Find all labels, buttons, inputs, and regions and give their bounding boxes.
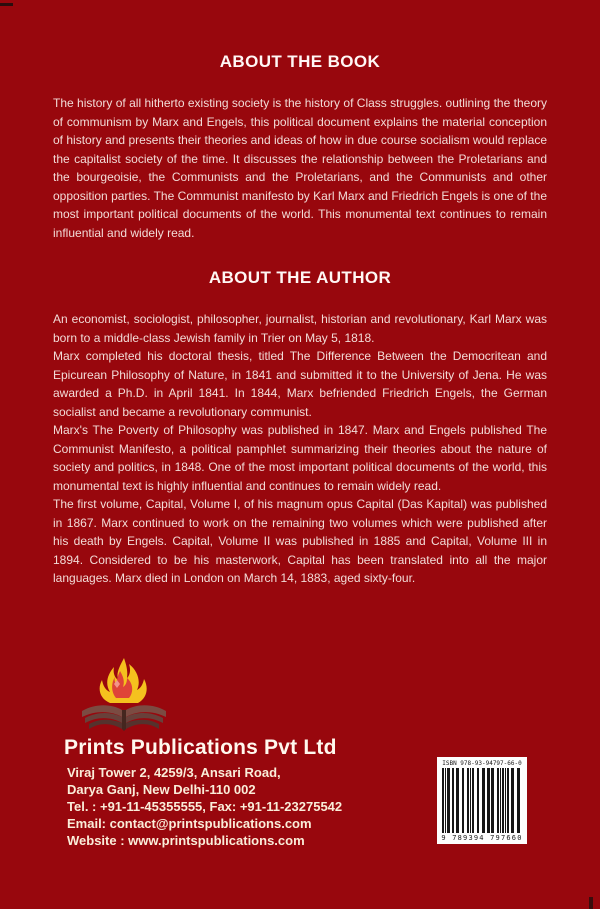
barcode-isbn-text: ISBN 978-93-94797-66-0: [442, 760, 522, 767]
print-mark-bottom-right: [589, 897, 593, 909]
paragraph: The history of all hitherto existing society is the history of Class struggles. outlining the theory of communism by Marx and Engels, this political document explains the material conception of history and presents their theories and ideas of how in due course socialism would replace the capitalist society of the time. It discusses the relationship between the Proletarians and the bourgeoisie, the Communists and the Proletarians, and the Communists and other opposition parties. The Communist manifesto by Karl Marx and Friedrich Engels is one of the most important political documents of the world. This monumental text continues to remain influential and widely read.: [53, 96, 547, 240]
paragraph: The first volume, Capital, Volume I, of his magnum opus Capital (Das Kapital) was published in 1867. Marx continued to work on the remaining two volumes which were published after his death by Engels. Capital, Volume II was published in 1885 and Capital, Volume III in 1894. Considered to be his masterwork, Capital has been translated into all the major languages. Marx died in London on March 14, 1883, aged sixty-four.: [53, 497, 547, 585]
publisher-email-line: Email: contact@printspublications.com: [67, 816, 312, 831]
about-author-text: [53, 310, 547, 588]
print-mark-top-left: [0, 3, 13, 6]
about-book-heading: ABOUT THE BOOK: [219, 52, 381, 71]
publisher-website-line: Website : www.printspublications.com: [67, 833, 305, 848]
barcode-bars: [442, 768, 522, 833]
publisher-block: [64, 656, 342, 849]
publisher-phone-fax-line: Tel. : +91-11-45355555, Fax: +91-11-23275542: [67, 799, 343, 814]
publisher-address-line-2: Darya Ganj, New Delhi-110 002: [67, 782, 256, 797]
paragraph: An economist, sociologist, philosopher, journalist, historian and revolutionary, Karl Marx was born to a middle-class Jewish family in Trier on May 5, 1818.: [53, 312, 547, 345]
isbn-barcode: [437, 757, 527, 844]
publisher-name: Prints Publications Pvt Ltd: [64, 736, 337, 759]
book-with-flame-icon: [76, 656, 172, 732]
about-book-text: [53, 94, 547, 242]
barcode-digits-text: 9 789394 797660: [441, 834, 523, 842]
publisher-address-line-1: Viraj Tower 2, 4259/3, Ansari Road,: [67, 765, 281, 780]
paragraph: Marx's The Poverty of Philosophy was published in 1847. Marx and Engels published The Communist Manifesto, a political pamphlet summarizing their theories about the nature of society and politics, in 1848. One of the most important political documents of the world, this monumental text is highly influential and continues to remain widely read.: [53, 423, 547, 493]
about-author-heading: ABOUT THE AUTHOR: [208, 268, 392, 287]
paragraph: Marx completed his doctoral thesis, titled The Difference Between the Democritean and Epicurean Philosophy of Nature, in 1841 and submitted it to the University of Jena. He was awarded a Ph.D. in April 1841. In 1844, Marx befriended Friedrich Engels, the German socialist and became a revolutionary communist.: [53, 349, 547, 419]
